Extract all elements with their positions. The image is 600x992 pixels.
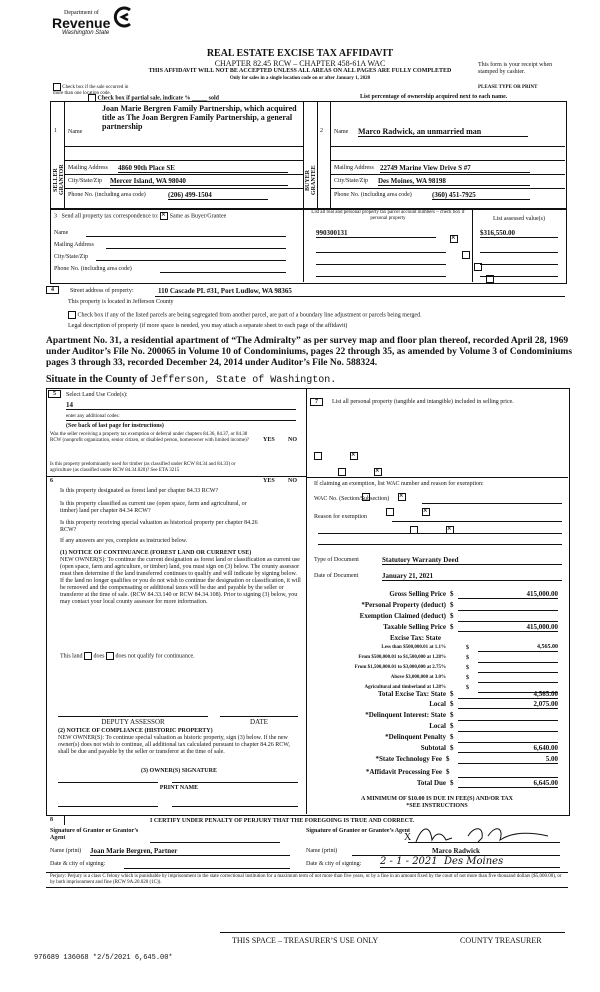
grantor-date-field[interactable] — [124, 868, 290, 869]
corr-name-field[interactable] — [86, 236, 286, 237]
seller-address-label: Mailing Address — [68, 165, 108, 171]
bracket-label-5: Agricultural and timberland at 1.28% — [364, 685, 446, 690]
legal-label: Legal description of property (if more space is needed, you may attach a separate sheet to each page of the affidavit) — [68, 323, 348, 329]
affidavit-fee-label: *Affidavit Processing Fee — [365, 768, 442, 776]
doc-type-label: Type of Document — [314, 557, 359, 563]
grantor-signature-label: Signature of Grantor or Grantor’s Agent — [50, 828, 139, 841]
buyer-city-value[interactable]: Des Moines, WA 98198 — [378, 177, 530, 186]
additional-codes-label: enter any additional codes: — [66, 414, 120, 419]
penalty-label: *Delinquent Penalty — [385, 733, 446, 741]
correspondence-label: Send all property tax correspondence to: — [61, 213, 159, 220]
wac-field[interactable] — [422, 503, 562, 504]
assessed-header: List assessed value(s) — [493, 216, 545, 222]
tech-fee-currency: $ — [446, 755, 450, 763]
buyer-phone-label: Phone No. (including area code) — [334, 192, 412, 198]
bracket-label-2: From $500,000.01 to $1,500,000 at 1.28% — [358, 655, 446, 660]
perjury-notice: Perjury: Perjury is a class C felony which is punishable by imprisonment in the state correctional institution for a maximum term of not more than five years, or by a fine in an amount fixed by the court of not more than five thousand dollars ($5,000.00), or by both imprisonment and fine (RCW 9A.20.020 (1C)). — [50, 874, 562, 885]
personal-property-label: List all personal property (tangible and intangible) included in selling price. — [332, 399, 514, 405]
assessed-value-3[interactable] — [480, 264, 558, 265]
forest-no-checkbox[interactable] — [398, 493, 406, 501]
land-use-no-header: NO — [288, 437, 297, 443]
seller-phone-value[interactable]: (206) 499-1504 — [168, 191, 268, 200]
parcels-header: List all real and personal property tax parcel account numbers – check box if personal property — [311, 210, 465, 221]
local-label: Local — [429, 700, 446, 708]
segregated-checkbox[interactable] — [68, 311, 76, 319]
receipt-note: This form is your receipt when stamped by cashier. — [478, 62, 553, 75]
section6-yes-header: YES — [263, 478, 275, 484]
doc-date-label: Date of Document — [314, 573, 359, 579]
county-treasurer-label: COUNTY TREASURER — [460, 936, 542, 945]
treasurer-use-label: THIS SPACE – TREASURER’S USE ONLY — [232, 936, 379, 945]
if-yes-note: If any answers are yes, complete as instructed below. — [60, 538, 188, 544]
tech-fee-value[interactable]: 5.00 — [458, 755, 558, 764]
taxable-label: Taxable Selling Price — [383, 623, 446, 631]
notice-continuance-body: NEW OWNER(S): To continue the current designation as forest land or classification as current use (open space, farm and agriculture, or timber) land, you must sign on (3) below. The county assessor must then determine if the land transferred continues to qualify and will indicate by signing below. If the land no longer qualifies or you do not wish to continue the designation or classification, it will be removed and the compensating or additional taxes will be due and payable by the seller or transferor at the time of sale. (RCW 84.33.140 or RCW 84.34.108). Prior to signing (3) below, you may contact your local county assessor for more information. — [60, 557, 301, 605]
bracket-value-2[interactable] — [478, 662, 558, 663]
assessed-value-1[interactable]: $316,550.00 — [480, 229, 558, 238]
form-subtitle: CHAPTER 82.45 RCW – CHAPTER 458-61A WAC — [214, 59, 386, 68]
local-value[interactable]: 2,075.00 — [458, 700, 558, 709]
land-use-section-no: 5 — [48, 390, 61, 398]
print-name-label: PRINT NAME — [159, 785, 199, 791]
logo-line3: Washington State — [62, 30, 110, 36]
same-as-buyer-label: Same as Buyer/Grantee — [169, 213, 227, 220]
street-label: Street address of property: — [70, 288, 134, 294]
section6-no-header: NO — [288, 478, 297, 484]
current-use-no-checkbox[interactable] — [422, 508, 430, 516]
does-label: does — [93, 653, 105, 660]
section6-no: 6 — [50, 478, 53, 484]
multi-location-label: Check box if the sale occurred in more than one location code. — [53, 85, 129, 97]
land-use-instructions: (See back of last page for instructions) — [66, 423, 164, 429]
total-due-currency: $ — [450, 779, 454, 787]
see-instructions-note: *SEE INSTRUCTIONS — [406, 803, 468, 809]
wac-label: WAC No. (Section/Subsection) — [314, 496, 390, 502]
logo-line1: Department of — [64, 10, 99, 16]
penalty-currency: $ — [450, 733, 454, 741]
gross-value[interactable]: 415,000.00 — [458, 590, 558, 599]
receipt-stamp: 976689 136068 *2/5/2021 6,645.00* — [34, 954, 173, 962]
please-type-note: PLEASE TYPE OR PRINT — [478, 85, 538, 90]
owner-signature-label: (3) OWNER(S) SIGNATURE — [141, 768, 217, 774]
personal-currency: $ — [450, 601, 454, 609]
corr-phone-label: Phone No. (including area code) — [54, 266, 132, 272]
seller-city-value[interactable]: Mercer Island, WA 98040 — [110, 177, 288, 186]
bracket-currency-1: $ — [466, 645, 469, 651]
seller-section-no: 1 — [54, 128, 57, 134]
delinquent-state-label: *Delinquent Interest: State — [365, 711, 446, 719]
timber-question: Is this property predominantly used for timber (as classified under RCW 84.34 and 84.33) or agriculture (as classified under RCW 84.34.020)? See ETA 3215 — [50, 462, 236, 473]
bracket-value-3[interactable] — [478, 672, 558, 673]
dor-swirl-icon — [110, 6, 134, 28]
form-warning: THIS AFFIDAVIT WILL NOT BE ACCEPTED UNLESS ALL AREAS ON ALL PAGES ARE FULLY COMPLETED — [148, 68, 452, 74]
land-use-code[interactable]: 14 — [66, 401, 296, 410]
gross-label: Gross Selling Price — [389, 590, 446, 598]
seller-address-value[interactable]: 4860 90th Place SE — [118, 164, 288, 173]
bracket-currency-4: $ — [466, 675, 469, 681]
bracket-label-4: Above $3,000,000 at 3.0% — [390, 675, 446, 680]
total-due-label: Total Due — [416, 779, 446, 787]
doc-date-value[interactable]: January 21, 2021 — [382, 572, 562, 581]
does-not-label: does not qualify for continuance. — [115, 653, 195, 660]
notice-compliance-body: NEW OWNER(S): To continue special valuation as historic property, sign (3) below. If the new owner(s) does not wish to continue, all additional tax calculated pursuant to chapter 84.26 RCW, shall be due and payable by the seller or transferor at the time of sale. — [58, 735, 290, 755]
grantor-signature-field[interactable] — [150, 842, 280, 843]
grantor-name-label: Name (print) — [50, 848, 82, 854]
assessed-value-2[interactable] — [480, 252, 558, 253]
seller-phone-label: Phone No. (including area code) — [68, 192, 146, 198]
grantee-signature-scribble-icon — [412, 822, 552, 846]
grantee-date-label: Date & city of signing: — [306, 861, 362, 867]
total-state-label: Total Excise Tax: State — [378, 690, 446, 698]
exemption-no-checkbox[interactable] — [350, 452, 358, 460]
this-land-label: This land — [60, 653, 83, 660]
corr-address-label: Mailing Address — [54, 242, 94, 248]
seller-name-label: Name — [68, 129, 83, 135]
corr-name-label: Name — [54, 230, 69, 236]
affidavit-fee-value[interactable] — [458, 777, 558, 778]
grantee-signature-mark: X — [404, 832, 412, 843]
doc-type-value[interactable]: Statutory Warranty Deed — [382, 556, 562, 565]
bracket-currency-3: $ — [466, 665, 469, 671]
bracket-value-4[interactable] — [478, 682, 558, 683]
partial-sale-label: Check box if partial sale, indicate % _____ sold — [97, 95, 220, 102]
total-state-value[interactable]: 4,565.00 — [458, 690, 558, 699]
total-due-value[interactable]: 6,645.00 — [458, 779, 558, 788]
grantee-date-value[interactable]: 2 - 1 - 2021 Des Moines — [380, 856, 560, 868]
subtotal-currency: $ — [450, 744, 454, 752]
deputy-assessor-label: DEPUTY ASSESSOR — [101, 718, 165, 726]
parcel-number-3[interactable] — [316, 264, 446, 265]
current-use-question: Is this property classified as current use (open space, farm and agricultural, or timber) land per chapter 84.34 RCW? — [60, 501, 247, 514]
taxable-currency: $ — [450, 623, 454, 631]
tech-fee-label: *State Technology Fee — [375, 755, 442, 763]
land-use-label: Select Land Use Code(s): — [66, 392, 128, 398]
buyer-address-value[interactable]: 22749 Marine View Drive S #7 — [380, 164, 530, 173]
bracket-value-1[interactable]: 4,565.00 — [478, 644, 558, 652]
personal-property-section-no: 7 — [310, 398, 323, 406]
reason-field[interactable] — [392, 521, 562, 522]
buyer-name-label: Name — [334, 129, 349, 135]
delinquent-state-value[interactable] — [458, 720, 558, 721]
correspondence-row — [54, 212, 226, 220]
forest-question: Is this property designated as forest land per chapter 84.33 RCW? — [60, 488, 219, 494]
buyer-city-label: City/State/Zip — [334, 178, 368, 184]
notice-continuance-title: (1) NOTICE OF CONTINUANCE (FOREST LAND OR CURRENT USE) — [60, 550, 252, 556]
timber-no-checkbox[interactable] — [374, 468, 382, 476]
only-for-note: Only for sales in a single location code on or after January 1, 2020 — [229, 76, 371, 81]
parcel-number-2[interactable] — [316, 252, 446, 253]
situate-label: Situate in the County of — [46, 374, 148, 385]
parcel-personal-checkbox-2[interactable] — [462, 251, 470, 259]
buyer-side-label: BUYER GRANTEE — [305, 165, 317, 195]
subtotal-label: Subtotal — [420, 744, 446, 752]
assessor-date-label: DATE — [250, 718, 268, 726]
bracket-currency-2: $ — [466, 655, 469, 661]
seller-side-label: SELLER GRANTOR — [53, 164, 65, 196]
gross-currency: $ — [450, 590, 454, 598]
grantor-date-label: Date & city of signing: — [50, 861, 106, 867]
certification-section-no: 8 — [50, 817, 53, 823]
corr-city-label: City/State/Zip — [54, 254, 88, 260]
exemption-deduct-label: Exemption Claimed (deduct) — [359, 612, 446, 620]
exemption-claim-label: If claiming an exemption, list WAC number and reason for exemption: — [314, 481, 484, 487]
ownership-note: List percentage of ownership acquired next to each name. — [360, 94, 508, 100]
taxable-value[interactable]: 415,000.00 — [458, 623, 558, 632]
does-not-qualify-checkbox[interactable] — [106, 652, 114, 660]
seller-city-label: City/State/Zip — [68, 178, 102, 184]
buyer-name-value[interactable]: Marco Radwick, an unmarried man — [358, 127, 528, 137]
corr-address-field[interactable] — [106, 248, 286, 249]
timber-yes-checkbox[interactable] — [338, 468, 346, 476]
grantee-signature-label: Signature of Grantee or Grantee’s Agent — [306, 828, 411, 834]
dor-logo — [50, 6, 140, 42]
grantee-name-label: Name (print) — [306, 848, 338, 854]
form-title: REAL ESTATE EXCISE TAX AFFIDAVIT — [206, 48, 394, 59]
personal-deduct-label: *Personal Property (deduct) — [361, 601, 446, 609]
bracket-label-1: Less than $500,000.01 at 1.1% — [381, 645, 446, 650]
county-note: This property is located in Jefferson County — [68, 299, 174, 305]
multi-location-checkbox[interactable] — [53, 83, 61, 91]
delinquent-local-label: Local — [429, 722, 446, 730]
continuance-row — [60, 652, 195, 660]
certification-statement: I CERTIFY UNDER PENALTY OF PERJURY THAT THE FOREGOING IS TRUE AND CORRECT. — [150, 818, 415, 824]
exemption-deduct-value[interactable] — [458, 621, 558, 622]
parcel-number-4[interactable] — [316, 276, 446, 277]
seller-name-value[interactable]: Joan Marie Bergren Family Partnership, which acquired title as The Joan Bergren Family Partnership, a general partnership — [102, 104, 297, 131]
historic-question: Is this property receiving special valuation as historical property per chapter 84.26 RCW? — [60, 520, 258, 533]
grantor-name-value[interactable]: Joan Marie Bergren, Partner — [90, 847, 290, 856]
subtotal-value[interactable]: 6,640.00 — [458, 744, 558, 753]
delinquent-local-currency: $ — [450, 722, 454, 730]
segregated-row — [68, 311, 422, 319]
segregated-label: Check box if any of the listed parcels are being segregated from another parcel, are part of a boundary line adjustment or parcels being merged. — [77, 312, 422, 319]
buyer-address-label: Mailing Address — [334, 165, 374, 171]
situate-row — [46, 374, 336, 386]
parcel-personal-checkbox-1[interactable] — [450, 235, 458, 243]
bracket-currency-5: $ — [466, 685, 469, 691]
street-value[interactable]: 110 Cascade PL #31, Port Ludlow, WA 98365 — [158, 287, 292, 295]
reason-label: Reason for exemption — [314, 514, 367, 520]
notice-compliance-title: (2) NOTICE OF COMPLIANCE (HISTORIC PROPERTY) — [58, 728, 213, 734]
legal-description[interactable]: Apartment No. 31, a residential apartment of “The Admiralty” as per survey map and floor plan thereof, recorded April 28, 1969 under Auditor’s File No. 200065 in Volume 10 of Condominiums, pages 22 through 35, as amended by Volume 3 of Condominiums pages 3 through 33, recorded December 24, 2014 under Auditor’s File No. 588324. — [46, 336, 573, 368]
corr-city-field[interactable] — [96, 260, 286, 261]
total-state-currency: $ — [450, 690, 454, 698]
assessed-value-4[interactable] — [480, 276, 558, 277]
buyer-phone-value[interactable]: (360) 451-7925 — [432, 191, 530, 200]
bracket-label-3: From $1,500,000.01 to $3,000,000 at 2.75% — [354, 665, 446, 670]
delinquent-local-value[interactable] — [458, 731, 558, 732]
penalty-value[interactable] — [458, 742, 558, 743]
corr-phone-field[interactable] — [160, 272, 286, 273]
delinquent-state-currency: $ — [450, 711, 454, 719]
logo-line2: Revenue — [52, 15, 111, 31]
correspondence-section-no: 3 — [54, 213, 57, 220]
excise-state-label: Excise Tax: State — [390, 634, 441, 642]
does-qualify-checkbox[interactable] — [84, 652, 92, 660]
exemption-question: Was the seller receiving a property tax exemption or deferral under chapters 84.36, 84.37, or 84.38 RCW (nonprofit organization, senior citizen, or disabled person, homeowner with limited income)? — [50, 432, 249, 443]
situate-value[interactable]: Jefferson, State of Washington. — [150, 375, 337, 386]
exemption-currency: $ — [450, 612, 454, 620]
grantee-name-value[interactable]: Marco Radwick — [352, 847, 560, 856]
land-use-yes-header: YES — [263, 437, 275, 443]
affidavit-fee-currency: $ — [446, 768, 450, 776]
local-currency: $ — [450, 700, 454, 708]
minimum-note: A MINIMUM OF $10.00 IS DUE IN FEE(S) AND/OR TAX — [361, 796, 513, 802]
exemption-yes-checkbox[interactable] — [314, 452, 322, 460]
current-use-yes-checkbox[interactable] — [386, 508, 394, 516]
parcel-number-1[interactable]: 990300131 — [316, 229, 436, 238]
same-as-buyer-checkbox[interactable] — [160, 212, 168, 220]
buyer-section-no: 2 — [320, 128, 323, 134]
personal-deduct-value[interactable] — [458, 610, 558, 611]
property-section-no: 4 — [46, 286, 59, 294]
